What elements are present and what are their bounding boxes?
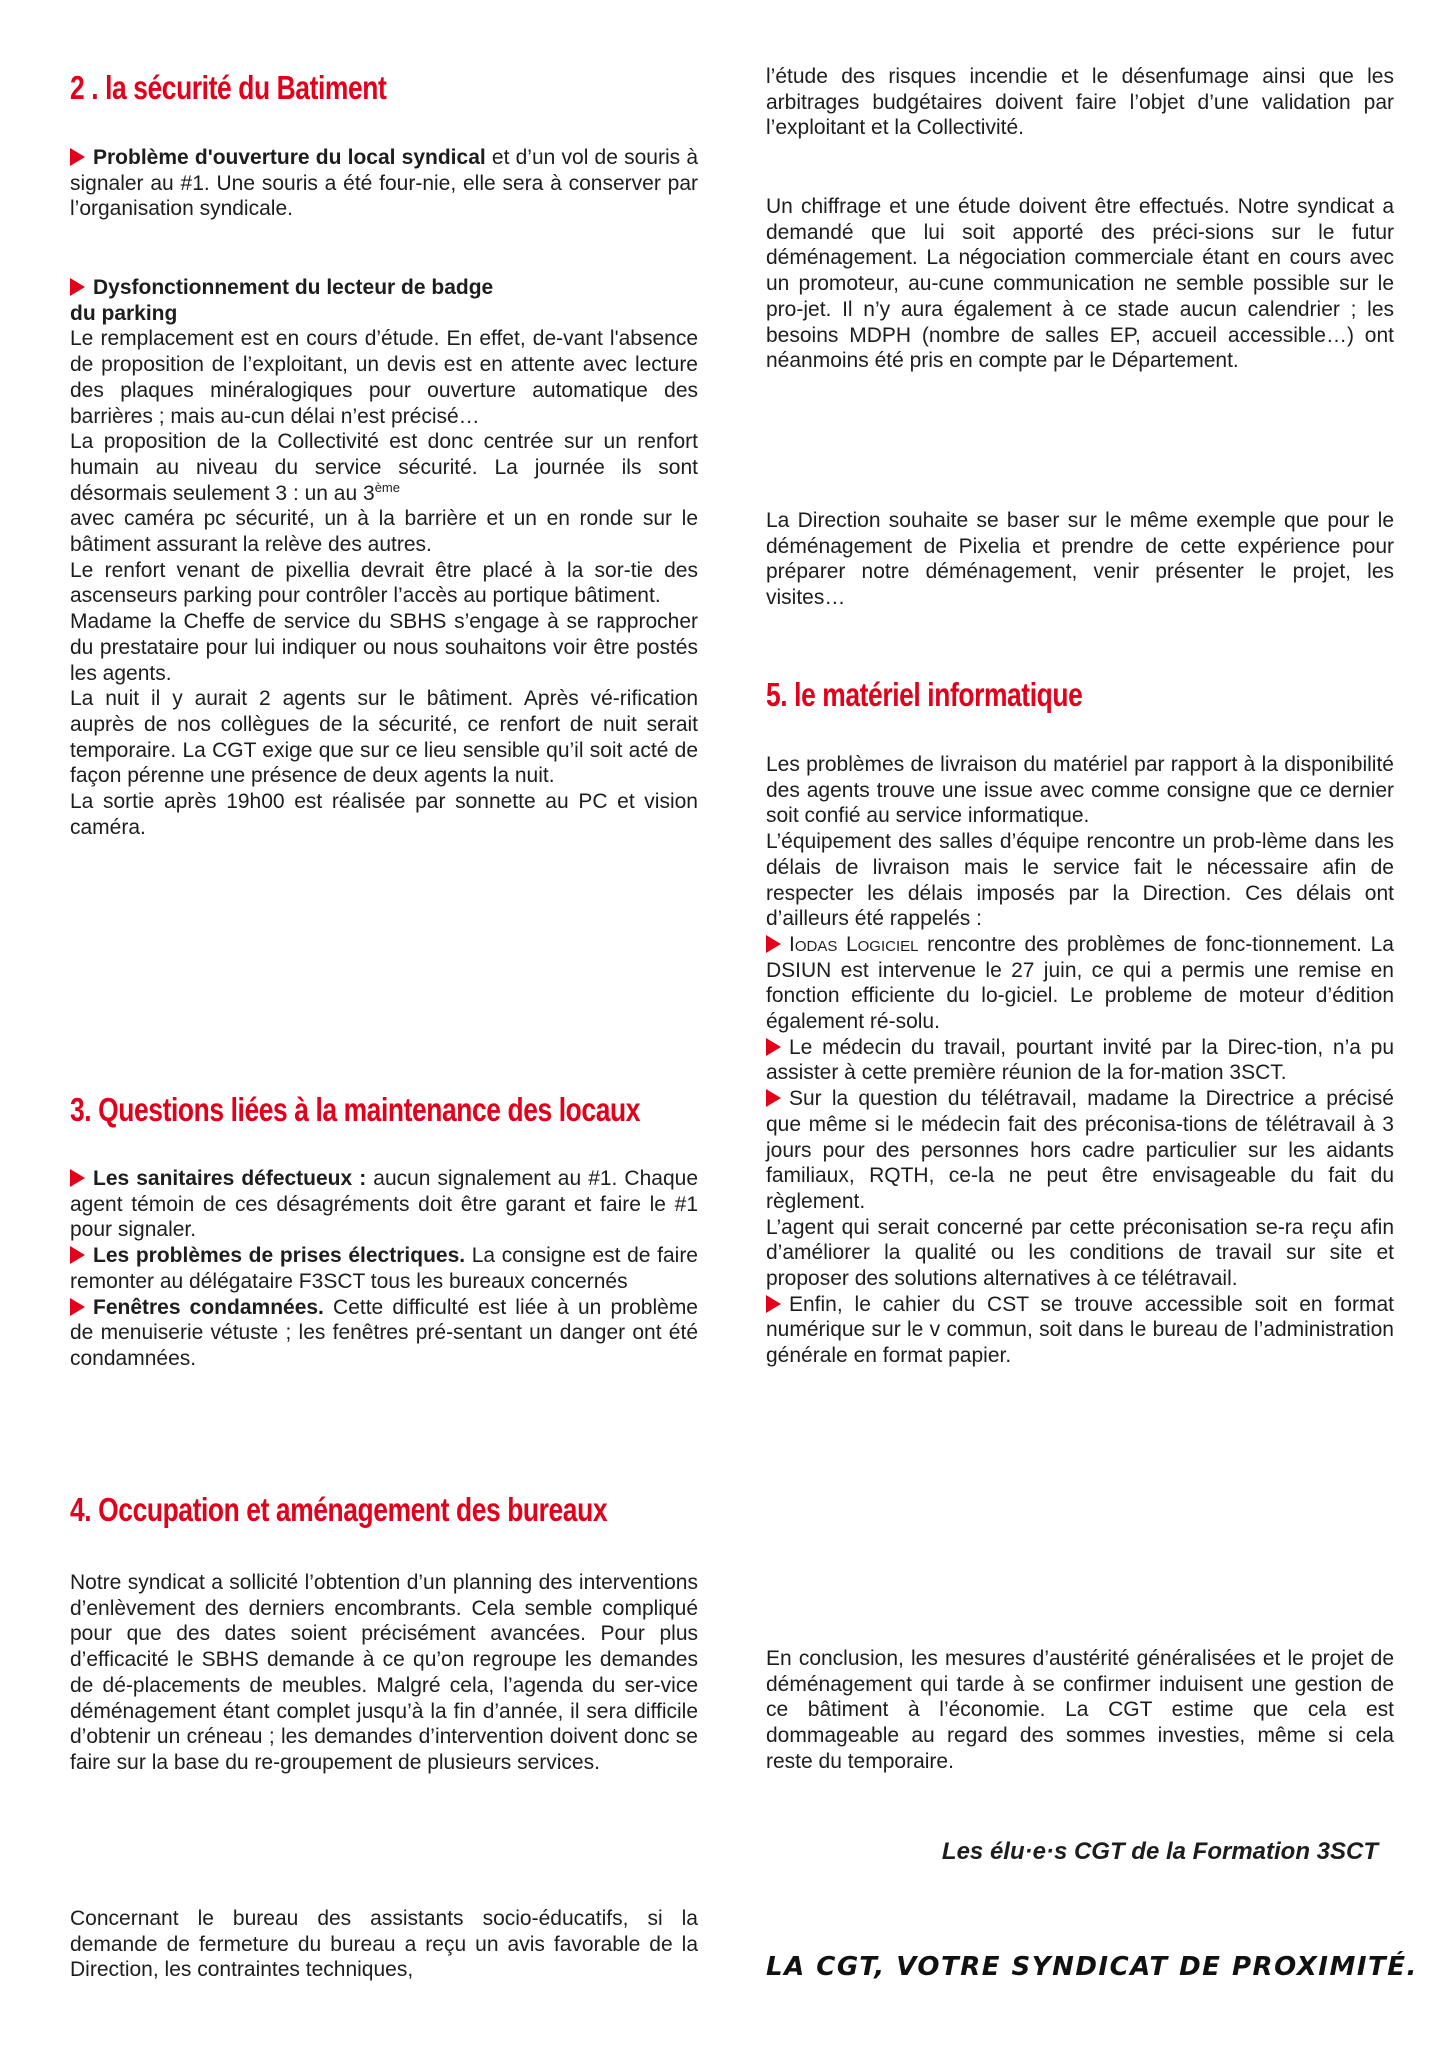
section-4-paragraph-2: Concernant le bureau des assistants socio-éducatifs, si la demande de fermeture du bureau a reçu un avis favorable de la Direction, les contraintes techniques, <box>70 1907 698 1982</box>
section-4-paragraph-4: Un chiffrage et une étude doivent être effectués. Notre syndicat a demandé que lui soit apporté des préci-sions sur le futur déménagement. La négociation commerciale étant en cours avec un promoteur, au-cune communication ne semble possible sur le pro-jet. Il n’y aura également à ce stade aucun calendrier ; les besoins MDPH (nombre de salles EP, accueil accessible…) ont néanmoins été pris en compte par le Département. <box>766 195 1394 373</box>
item-title: Problème d'ouverture du local syndical <box>93 146 486 169</box>
superscript: ème <box>374 479 400 495</box>
section-2-heading <box>70 68 698 108</box>
section-2-item-badge <box>70 275 698 840</box>
section-4-paragraph-5: La Direction souhaite se baser sur le même exemple que pour le déménagement de Pixelia et prendre de cette expérience pour préparer notre déménagement, venir présenter le projet, les visites… <box>766 509 1394 610</box>
item-text: aucun signalement au #1. Chaque agent témoin de ces désagréments doit être garant et faire le #1 pour signaler. <box>70 1167 698 1242</box>
bullet-arrow-icon <box>70 1246 85 1264</box>
conclusion-paragraph: En conclusion, les mesures d’austérité généralisées et le projet de déménagement qui tarde à se confirmer induisent une gestion de ce bâtiment à l’économie. La CGT estime que cela est dommageable au regard des sommes investies, même si cela reste du temporaire. <box>766 1647 1394 1773</box>
bullet-arrow-icon <box>70 278 85 296</box>
section-4-paragraph-1: Notre syndicat a sollicité l’obtention d’un planning des interventions d’enlèvement des derniers encombrants. Cela semble compliqué pour que des dates soient précisément avancées. Pour plus d’efficacité le SBHS demande à ce qu’on regroupe les demandes de dé-placements de meubles. Malgré cela, l’agenda du ser-vice déménagement étant complet jusqu’à la fin d’année, il sera difficile d’obtenir un créneau ; les demandes d’intervention doivent donc se faire sur la base du re-groupement de plusieurs services. <box>70 1571 698 1774</box>
section-5-heading <box>766 675 1394 715</box>
bullet-arrow-icon <box>766 1038 781 1056</box>
item-text: avec caméra pc sécurité, un à la barrière et un en ronde sur le bâtiment assurant la relève des autres. Le renfort venant de pixellia devrait être placé à la sor-tie des ascenseurs parking pour contrôler l’accès au portique bâtiment. Madame la Cheffe de service du SBHS s’engage à se rapprocher du prestataire pour lui indiquer ou nous souhaitons voir être postés les agents. La nuit il y aurait 2 agents sur le bâtiment. Après vé-rification auprès de nos collègues de la sécurité, ce renfort de nuit serait temporaire. La CGT exige que sur ce lieu sensible qu’il soit acté de façon pérenne une présence de deux agents la nuit. La sortie après 19h00 est réalisée par sonnette au PC et vision caméra. <box>70 507 698 839</box>
section-title: 4. Occupation et aménagement des bureaux <box>70 1491 608 1528</box>
item-text: rencontre des problèmes de fonc-tionnement. La DSIUN est intervenue le 27 juin, ce qui a permis une remise en fonction efficiente du lo-giciel. Le probleme de moteur d’édition également ré-solu. <box>766 932 1394 1034</box>
section-title: 5. le matériel informatique <box>766 676 1083 713</box>
bullet-arrow-icon <box>70 148 85 166</box>
item-text: Enfin, le cahier du CST se trouve accessible soit en format numérique sur le v commun, soit dans le bureau de l’administration générale en format papier. <box>766 1292 1394 1368</box>
bullet-arrow-icon <box>70 1298 85 1316</box>
item-text: et d’un vol de souris à signaler au #1. Une souris a été four-nie, elle sera à conserver par l’organisation syndicale. <box>70 146 698 221</box>
software-name: Iodas Logiciel <box>789 932 919 956</box>
signature: Les élu·e·s CGT de la Formation 3SCT <box>941 1838 1378 1865</box>
bullet-arrow-icon <box>766 1089 781 1107</box>
signature-block <box>766 1838 1378 1866</box>
bullet-arrow-icon <box>766 935 781 953</box>
item-text: Sur la question du télétravail, madame la Directrice a précisé que même si le médecin fait des préconisa-tions de télétravail à 3 jours pour des personnes hors cadre particulier sur les aidants familiaux, RQTH, ce-la ne peut être envisageable du fait du règlement. L’agent qui serait concerné par cette préconisation se-ra reçu afin d’améliorer la qualité ou les conditions de travail sur site et proposer des solutions alternatives à ce télétravail. <box>766 1087 1394 1291</box>
bullet-arrow-icon <box>70 1169 85 1187</box>
item-title: Les problèmes de prises électriques. <box>93 1244 466 1268</box>
section-2-item-local <box>70 145 698 222</box>
slogan-block <box>766 1952 1418 1982</box>
section-4-paragraph-3: l’étude des risques incendie et le désenfumage ainsi que les arbitrages budgétaires doivent faire l’objet d’une validation par l’exploitant et la Collectivité. <box>766 65 1394 140</box>
slogan: LA CGT, VOTRE SYNDICAT DE PROXIMITÉ. <box>766 1952 1418 1982</box>
item-text: La consigne est de faire remonter au délégataire F3SCT tous les bureaux concernés <box>70 1244 698 1293</box>
item-title: Les sanitaires défectueux : <box>93 1167 367 1190</box>
section-3-items <box>70 1166 698 1372</box>
item-text: Le remplacement est en cours d’étude. En effet, de-vant l'absence de proposition de l’exploitant, un devis est en attente avec lecture des plaques minéralogiques pour ouverture automatique des barrières ; mais au-cun délai n’est précisé… La proposition de la Collectivité est donc centrée sur un renfort humain au niveau du service sécurité. La journée ils sont désormais seulement 3 : un au 3 <box>70 327 698 505</box>
item-title: Dysfonctionnement du lecteur de badge du parking <box>70 276 494 325</box>
item-text: Le médecin du travail, pourtant invité par la Direc-tion, n’a pu assister à cette première réunion de la for-mation 3SCT. <box>766 1035 1394 1085</box>
section-3-heading <box>70 1090 698 1130</box>
bullet-arrow-icon <box>766 1295 781 1313</box>
section-5-body <box>766 752 1394 1369</box>
section-title: 3. Questions liées à la maintenance des locaux <box>70 1091 640 1128</box>
item-text: Cette difficulté est liée à un problème de menuiserie vétuste ; les fenêtres pré-sentant un danger ont été condamnées. <box>70 1295 698 1370</box>
section-4-heading <box>70 1490 698 1530</box>
section-title: 2 . la sécurité du Batiment <box>70 69 387 106</box>
paragraph: Les problèmes de livraison du matériel par rapport à la disponibilité des agents trouve une issue avec comme consigne que ce dernier soit confié au service informatique. L’équipement des salles d’équipe rencontre un prob-lème dans les délais de livraison mais le service fait le nécessaire afin de respecter les délais imposés par la Direction. Ces délais ont d’ailleurs été rappelés : <box>766 753 1394 931</box>
item-title: Fenêtres condamnées. <box>93 1295 324 1319</box>
